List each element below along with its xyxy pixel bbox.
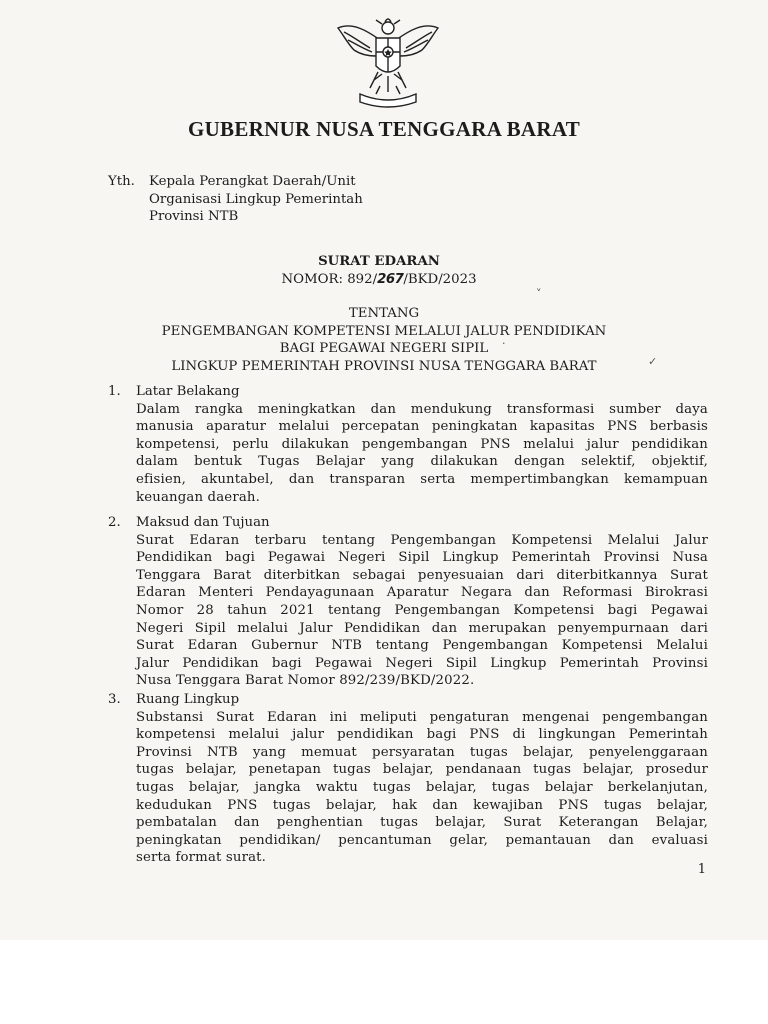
paragraph-line: Provinsi NTB yang memuat persyaratan tugas belajar, penyelenggaraan bbox=[136, 744, 708, 760]
addressee-line: Kepala Perangkat Daerah/Unit bbox=[149, 174, 356, 189]
section-ruang-lingkup bbox=[108, 691, 708, 867]
section-maksud-dan-tujuan bbox=[108, 514, 708, 690]
section-number: 3. bbox=[108, 692, 121, 707]
paragraph-line: Surat Edaran Gubernur NTB tentang Pengembangan Kompetensi Melalui bbox=[136, 638, 708, 654]
paragraph-line: kompetensi melalui jalur pendidikan bagi PNS di lingkungan Pemerintah bbox=[136, 727, 708, 743]
circular-number-suffix: /BKD/2023 bbox=[403, 271, 477, 287]
paragraph-line: manusia aparatur melalui percepatan peningkatan kapasitas PNS berbasis bbox=[136, 419, 708, 435]
paragraph-line: Substansi Surat Edaran ini meliputi pengaturan mengenai pengembangan bbox=[136, 709, 708, 725]
circular-number-handwritten: 267 bbox=[377, 271, 404, 287]
paragraph-line: Dalam rangka meningkatkan dan mendukung transformasi sumber daya bbox=[136, 401, 708, 417]
subject-line: BAGI PEGAWAI NEGERI SIPIL bbox=[279, 341, 489, 357]
paragraph-line: tugas belajar, jangka waktu tugas belajar, tugas belajar berkelanjutan, bbox=[136, 779, 708, 795]
addressee-line: Organisasi Lingkup Pemerintah bbox=[149, 191, 363, 207]
pen-mark: ✓ bbox=[648, 355, 658, 368]
paragraph-line: efisien, akuntabel, dan transparan serta mempertimbangkan kemampuan bbox=[136, 471, 708, 487]
section-title: Maksud dan Tujuan bbox=[136, 515, 270, 530]
paragraph-line: kompetensi, perlu dilakukan pengembangan PNS melalui jalur pendidikan bbox=[136, 436, 708, 452]
section-title: Latar Belakang bbox=[136, 384, 240, 399]
paragraph-line: keuangan daerah. bbox=[136, 489, 260, 505]
section-number: 1. bbox=[108, 384, 121, 399]
issuer-heading: GUBERNUR NUSA TENGGARA BARAT bbox=[187, 117, 581, 141]
paragraph-line: Negeri Sipil melalui Jalur Pendidikan dan merupakan penyempurnaan dari bbox=[136, 620, 708, 636]
addressee-line: Provinsi NTB bbox=[149, 209, 239, 225]
paragraph-line: Nomor 28 tahun 2021 tentang Pengembangan Kompetensi bagi Pegawai bbox=[136, 602, 708, 618]
paragraph-line: dalam bentuk Tugas Belajar yang dilakukan dengan selektif, objektif, bbox=[136, 454, 708, 470]
section-latar-belakang bbox=[108, 383, 708, 506]
pen-mark: ˬ bbox=[536, 278, 542, 291]
section-paragraph bbox=[136, 709, 708, 867]
page-number: 1 bbox=[697, 862, 706, 877]
addressee-block bbox=[108, 173, 363, 226]
paragraph-line: pembatalan dan penghentian tugas belajar, Surat Keterangan Belajar, bbox=[136, 815, 708, 831]
section-paragraph bbox=[136, 532, 708, 690]
garuda-emblem-icon bbox=[330, 14, 446, 110]
paragraph-line: kedudukan PNS tugas belajar, hak dan kewajiban PNS tugas belajar, bbox=[136, 797, 708, 813]
subject-line: PENGEMBANGAN KOMPETENSI MELALUI JALUR PENDIDIKAN bbox=[161, 323, 607, 339]
paragraph-line: serta format surat. bbox=[136, 850, 267, 866]
subject-label: TENTANG bbox=[348, 306, 420, 321]
addressee-prefix: Yth. bbox=[108, 174, 135, 189]
circular-title-block bbox=[0, 253, 768, 288]
paragraph-line: Pendidikan bagi Pegawai Negeri Sipil Lingkup Pemerintah Provinsi Nusa bbox=[136, 550, 708, 566]
section-title: Ruang Lingkup bbox=[136, 692, 240, 707]
section-paragraph bbox=[136, 401, 708, 507]
paragraph-line: Jalur Pendidikan bagi Pegawai Negeri Sipil Lingkup Pemerintah Provinsi bbox=[136, 655, 708, 671]
subject-line: LINGKUP PEMERINTAH PROVINSI NUSA TENGGARA BARAT bbox=[171, 358, 597, 374]
circular-number-prefix: NOMOR: 892/ bbox=[281, 271, 378, 287]
circular-title: SURAT EDARAN bbox=[318, 254, 440, 269]
paragraph-line: Nusa Tenggara Barat Nomor 892/239/BKD/2022. bbox=[136, 673, 475, 689]
paragraph-line: Edaran Menteri Pendayagunaan Aparatur Negara dan Reformasi Birokrasi bbox=[136, 585, 708, 601]
pen-mark: · bbox=[502, 337, 506, 350]
circular-number bbox=[0, 271, 768, 289]
section-number: 2. bbox=[108, 515, 121, 530]
paragraph-line: Tenggara Barat diterbitkan sebagai penyesuaian dari diterbitkannya Surat bbox=[136, 567, 708, 583]
paragraph-line: Surat Edaran terbaru tentang Pengembangan Kompetensi Melalui Jalur bbox=[136, 532, 708, 548]
paragraph-line: peningkatan pendidikan/ pencantuman gelar, pemantauan dan evaluasi bbox=[136, 832, 708, 848]
paragraph-line: tugas belajar, penetapan tugas belajar, pendanaan tugas belajar, prosedur bbox=[136, 762, 708, 778]
